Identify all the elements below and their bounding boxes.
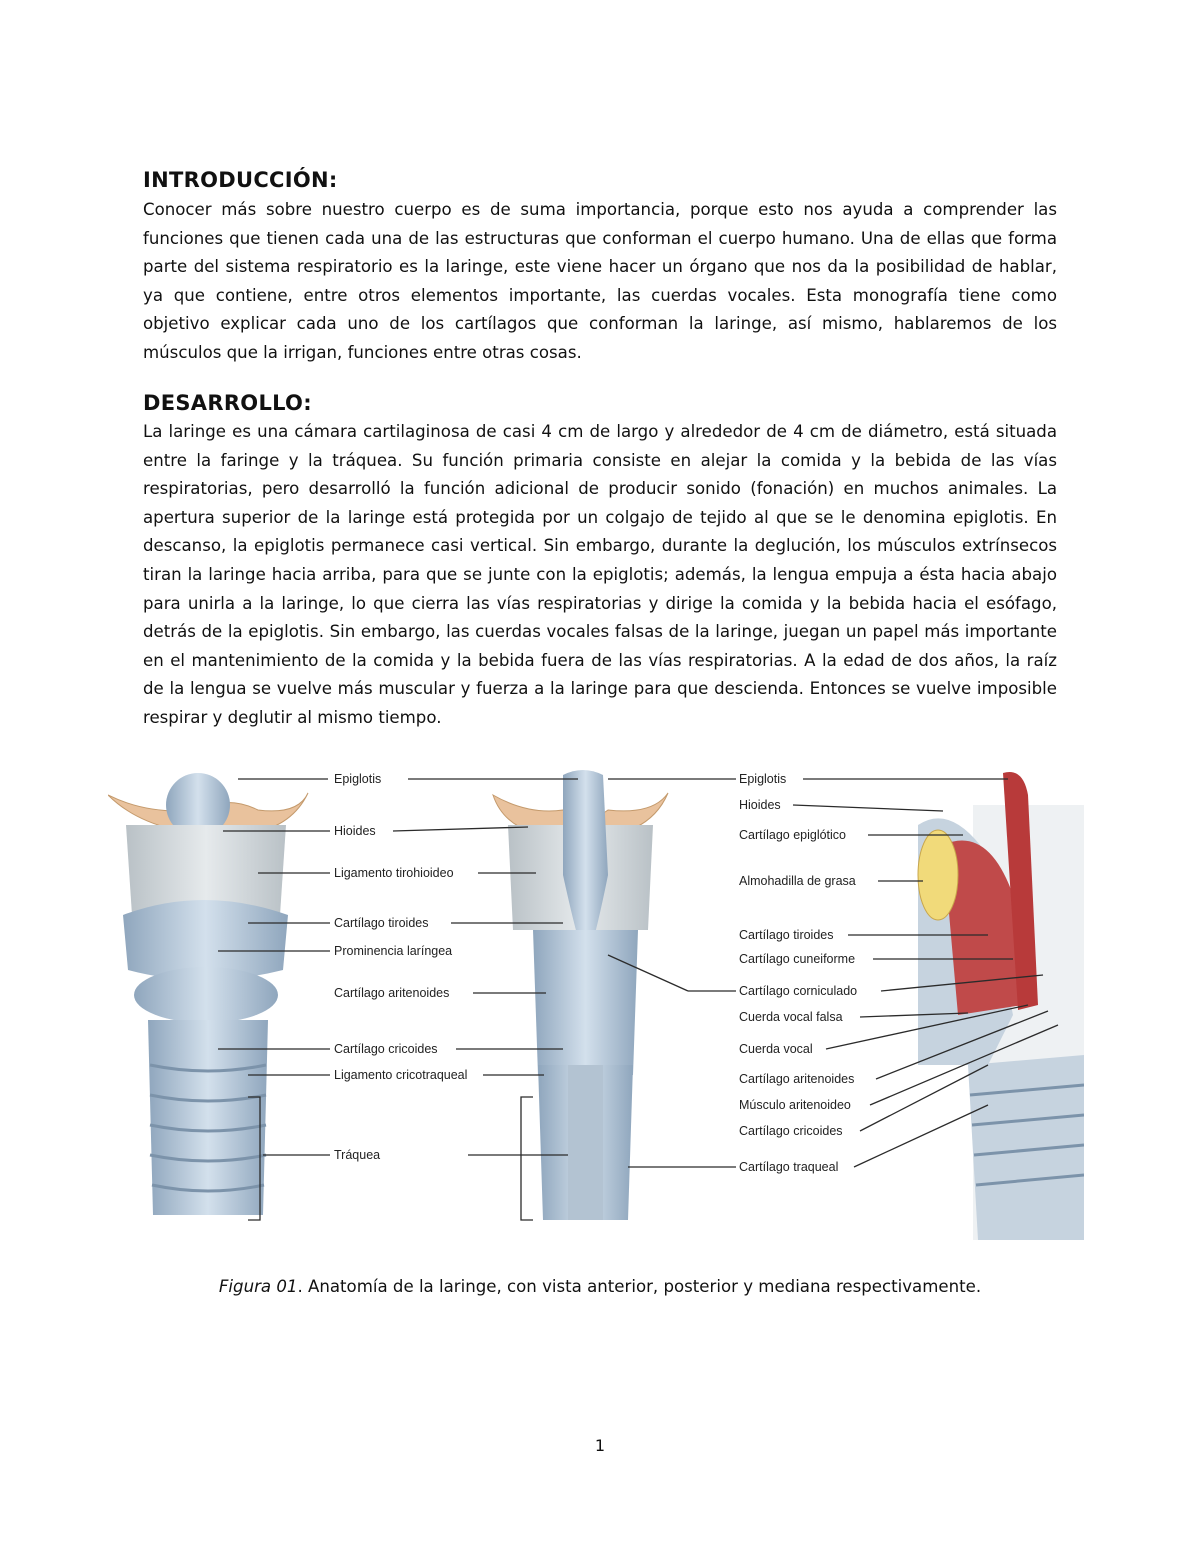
label-hioides-median: Hioides — [739, 798, 781, 812]
label-cartilago-cuneiforme: Cartílago cuneiforme — [739, 952, 856, 966]
label-cartilago-aritenoides-median: Cartílago aritenoides — [739, 1072, 855, 1086]
label-prominencia-laringea: Prominencia laríngea — [334, 944, 453, 958]
intro-heading: INTRODUCCIÓN: — [143, 168, 338, 192]
label-cartilago-tiroides-median: Cartílago tiroides — [739, 928, 834, 942]
label-ligamento-cricotraqueal: Ligamento cricotraqueal — [334, 1068, 468, 1082]
desarrollo-heading: DESARROLLO: — [143, 391, 312, 415]
label-cartilago-epiglotico: Cartílago epiglótico — [739, 828, 847, 842]
larynx-anatomy-figure — [108, 765, 1084, 1240]
page-number: 1 — [594, 1436, 606, 1455]
label-epiglotis-median: Epiglotis — [739, 772, 787, 786]
label-hioides: Hioides — [334, 824, 376, 838]
label-cartilago-cricoides-median: Cartílago cricoides — [739, 1124, 843, 1138]
figure-caption — [0, 1277, 1200, 1296]
caption-text: . Anatomía de la laringe, con vista anterior, posterior y mediana respectivamente. — [297, 1277, 982, 1296]
label-cuerda-vocal: Cuerda vocal — [739, 1042, 813, 1056]
label-cartilago-cricoides: Cartílago cricoides — [334, 1042, 438, 1056]
label-almohadilla-de-grasa: Almohadilla de grasa — [739, 874, 856, 888]
anterior-view — [108, 773, 308, 1215]
label-epiglotis: Epiglotis — [334, 772, 382, 786]
label-traquea: Tráquea — [334, 1148, 381, 1162]
label-cuerda-vocal-falsa: Cuerda vocal falsa — [739, 1010, 843, 1024]
label-musculo-aritenoideo: Músculo aritenoideo — [739, 1098, 851, 1112]
desarrollo-paragraph: La laringe es una cámara cartilaginosa de casi 4 cm de largo y alrededor de 4 cm de diámetro, está situada entre la faringe y la tráquea. Su función primaria consiste en alejar la comida y la bebida de las vías respiratorias, pero desarrolló la función adicional de producir sonido (fonación) en muchos animales. La apertura superior de la laringe está protegida por un colgajo de tejido al que se le denomina epiglotis. En descanso, la epiglotis permanece casi vertical. Sin embargo, durante la deglución, los músculos extrínsecos tiran la laringe hacia arriba, para que se junte con la epiglotis; además, la lengua empuja a ésta hacia abajo para unirla a la laringe, lo que cierra las vías respiratorias y dirige la comida y la bebida hacia el esófago, detrás de la epiglotis. Sin embargo, las cuerdas vocales falsas de la laringe, juegan un papel más importante en el mantenimiento de la comida y la bebida fuera de las vías respiratorias. A la edad de dos años, la raíz de la lengua se vuelve más muscular y fuerza a la laringe para que descienda. Entonces se vuelve imposible respirar y deglutir al mismo tiempo. — [143, 422, 1057, 727]
intro-paragraph: Conocer más sobre nuestro cuerpo es de suma importancia, porque esto nos ayuda a comprender las funciones que tienen cada una de las estructuras que conforman el cuerpo humano. Una de ellas que forma parte del sistema respiratorio es la laringe, este viene hacer un órgano que nos da la posibilidad de hablar, ya que contiene, entre otros elementos importante, las cuerdas vocales. Esta monografía tiene como objetivo explicar cada uno de los cartílagos que conforman la laringe, así mismo, hablaremos de los músculos que la irrigan, funciones entre otras cosas. — [143, 200, 1057, 362]
caption-figure-number: Figura 01 — [218, 1277, 298, 1296]
label-ligamento-tirohioideo: Ligamento tirohioideo — [334, 866, 454, 880]
larynx-illustration — [108, 765, 1084, 1240]
median-view — [918, 772, 1084, 1240]
label-cartilago-aritenoides: Cartílago aritenoides — [334, 986, 450, 1000]
label-cartilago-tiroides: Cartílago tiroides — [334, 916, 429, 930]
posterior-view — [493, 770, 668, 1220]
label-cartilago-traqueal: Cartílago traqueal — [739, 1160, 839, 1174]
label-cartilago-corniculado: Cartílago corniculado — [739, 984, 858, 998]
